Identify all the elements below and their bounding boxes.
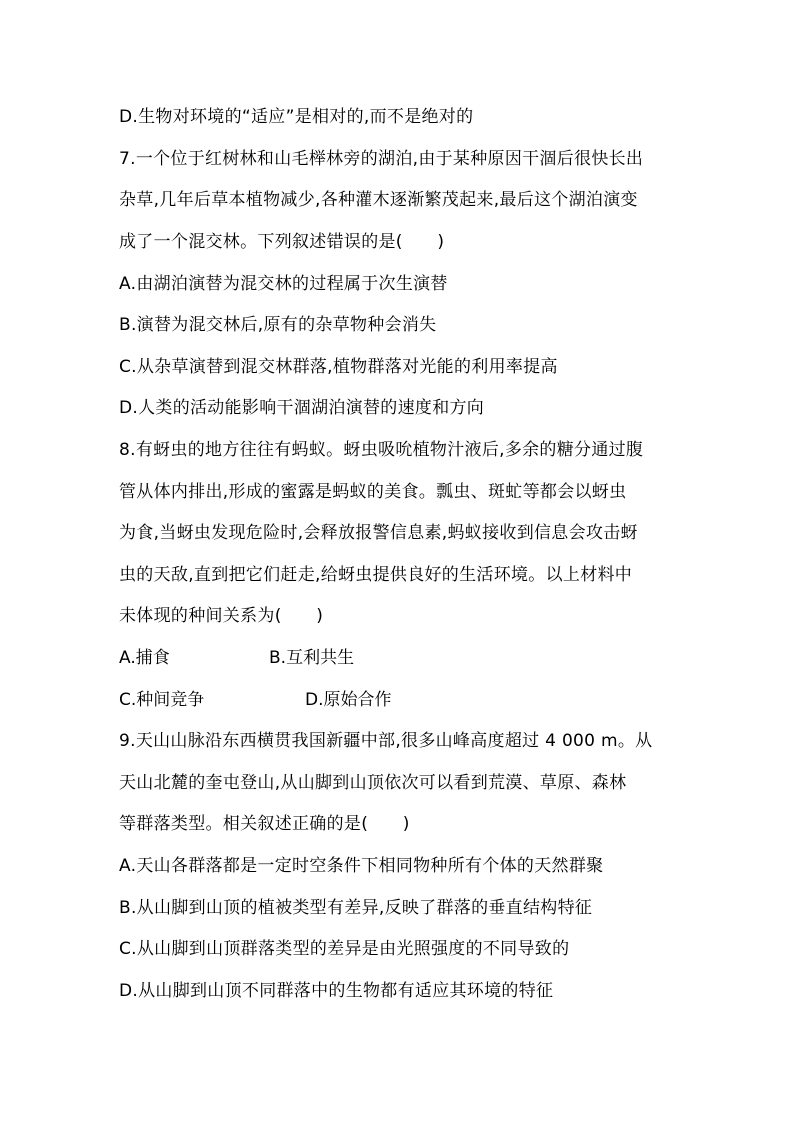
q8-options-row-1	[119, 647, 354, 669]
q8-option-d: D.原始合作	[305, 690, 392, 710]
q9-option-d: D.从山脚到山顶不同群落中的生物都有适应其环境的特征	[119, 981, 554, 1001]
q7-option-b: B.演替为混交林后,原有的杂草物种会消失	[119, 315, 437, 335]
q9-stem-line-1: 9.天山山脉沿东西横贯我国新疆中部,很多山峰高度超过 4 000 m。从	[119, 731, 653, 751]
q8-stem-line-1: 8.有蚜虫的地方往往有蚂蚁。蚜虫吸吮植物汁液后,多余的糖分通过腹	[119, 440, 644, 460]
q6-option-d: D.生物对环境的“适应”是相对的,而不是绝对的	[119, 107, 474, 127]
q7-option-d: D.人类的活动能影响干涸湖泊演替的速度和方向	[119, 398, 485, 418]
q8-stem-line-2: 管从体内排出,形成的蜜露是蚂蚁的美食。瓢虫、斑虻等都会以蚜虫	[119, 482, 627, 502]
q7-stem-line-3: 成了一个混交林。下列叙述错误的是( )	[119, 232, 445, 252]
q8-option-b: B.互利共生	[269, 648, 355, 668]
q7-option-a: A.由湖泊演替为混交林的过程属于次生演替	[119, 274, 448, 294]
q9-option-c: C.从山脚到山顶群落类型的差异是由光照强度的不同导致的	[119, 939, 570, 959]
q8-stem-line-3: 为食,当蚜虫发现危险时,会释放报警信息素,蚂蚁接收到信息会攻击蚜	[119, 523, 638, 543]
q8-options-row-2	[119, 689, 392, 711]
q9-stem-line-2: 天山北麓的奎屯登山,从山脚到山顶依次可以看到荒漠、草原、森林	[119, 773, 627, 793]
q8-option-c: C.种间竞争	[119, 690, 205, 710]
q7-option-c: C.从杂草演替到混交林群落,植物群落对光能的利用率提高	[119, 357, 558, 377]
q9-option-b: B.从山脚到山顶的植被类型有差异,反映了群落的垂直结构特征	[119, 898, 593, 918]
q8-stem-line-5: 未体现的种间关系为( )	[119, 606, 324, 626]
q9-option-a: A.天山各群落都是一定时空条件下相同物种所有个体的天然群聚	[119, 856, 604, 876]
q7-stem-line-1: 7.一个位于红树林和山毛榉林旁的湖泊,由于某种原因干涸后很快长出	[119, 149, 644, 169]
q8-stem-line-4: 虫的天敌,直到把它们赶走,给蚜虫提供良好的生活环境。以上材料中	[119, 565, 633, 585]
q7-stem-line-2: 杂草,几年后草本植物减少,各种灌木逐渐繁茂起来,最后这个湖泊演变	[119, 190, 638, 210]
q8-option-a: A.捕食	[119, 648, 170, 668]
q9-stem-line-3: 等群落类型。相关叙述正确的是( )	[119, 814, 410, 834]
